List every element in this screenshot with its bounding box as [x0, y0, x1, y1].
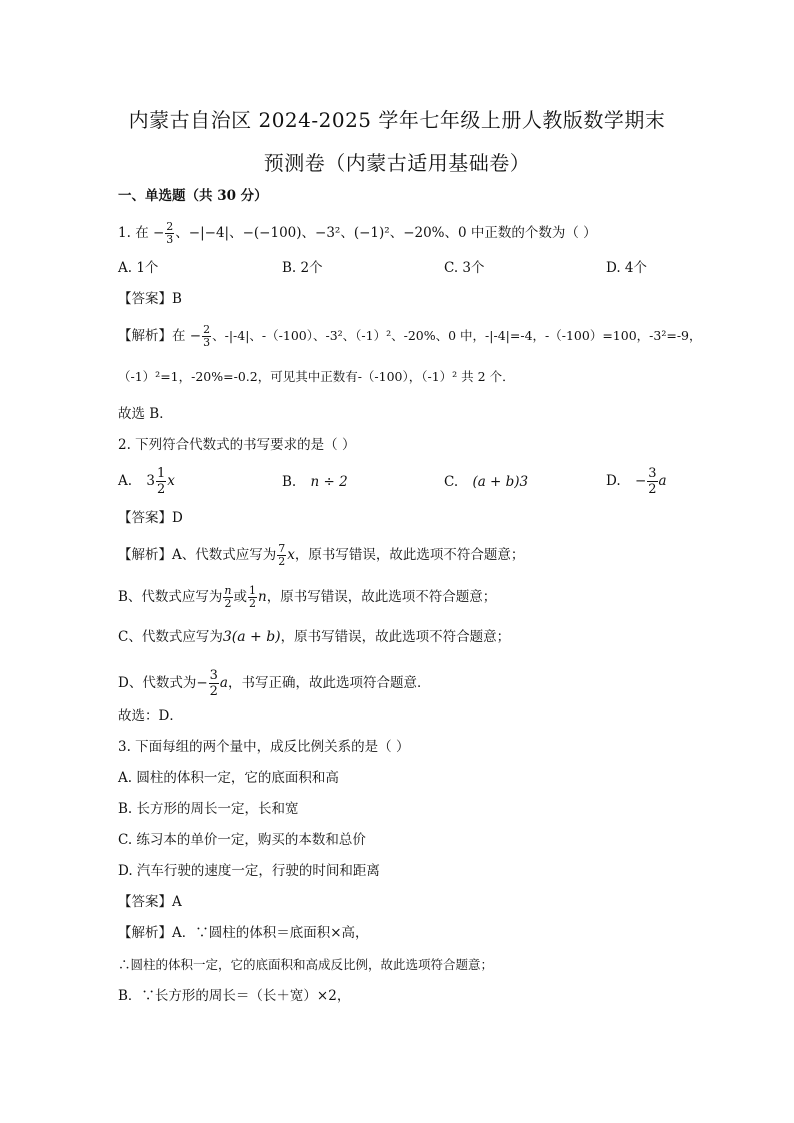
option-d: D. 汽车行驶的速度一定，行驶的时间和距离: [118, 863, 380, 879]
fraction-numerator: 2: [166, 220, 174, 233]
option-a: A. 圆柱的体积一定，它的底面积和高: [118, 770, 339, 786]
analysis-text: 、-|-4|、-（-100）、-3²、（-1）²、-20%、0 中，-|-4|=-4，-（-100）=100，-3²=-9，: [212, 328, 702, 343]
section-heading: 一、单选题（共 30 分）: [118, 188, 268, 204]
fraction-denominator: 3: [203, 336, 211, 349]
fraction-denominator: 2: [224, 597, 232, 610]
analysis-line: B．∵长方形的周长＝（长＋宽）×2，: [118, 988, 351, 1004]
analysis-prefix: 【解析】A、代数式应写为: [118, 547, 277, 563]
option-label: A.: [118, 473, 133, 489]
analysis-prefix: 【解析】在 −: [118, 328, 202, 344]
fraction: [165, 221, 174, 246]
conjunction: 或: [233, 589, 248, 605]
fraction-numerator: 7: [278, 542, 286, 555]
analysis-prefix: B、代数式应写为: [118, 589, 223, 605]
option-a: A. 1个: [118, 260, 159, 276]
option-d: D. 4个: [606, 260, 648, 276]
option-expression: (a + b)3: [472, 474, 529, 490]
page-subtitle: 预测卷（内蒙古适用基础卷）: [263, 151, 531, 175]
fraction-denominator: 2: [209, 684, 218, 699]
analysis-line: [118, 585, 496, 610]
expression: 3(a + b): [222, 629, 281, 645]
analysis-text: ，原书写错误，故此选项不符合题意；: [294, 547, 525, 563]
analysis-prefix: C、代数式应写为: [118, 629, 223, 645]
analysis-line: （-1）²=1，-20%=-0.2，可见其中正数有-（-100），（-1）² 共 2 个．: [118, 369, 515, 384]
option-label: B.: [282, 474, 297, 490]
answer-label: 【答案】A: [118, 894, 182, 910]
analysis-line: 【解析】A．∵圆柱的体积＝底面积×高，: [118, 925, 369, 941]
analysis-line: [118, 627, 510, 647]
option-label: D.: [606, 473, 621, 489]
analysis-text: ，原书写错误，故此选项不符合题意；: [266, 589, 497, 605]
fraction: [223, 585, 232, 610]
option-b: B. 长方形的周长一定，长和宽: [118, 801, 299, 817]
option-d: [606, 466, 667, 497]
fraction: [277, 543, 286, 568]
fraction: [209, 668, 219, 699]
fraction: [202, 324, 211, 349]
option-c: [444, 472, 528, 492]
fraction-numerator: n: [224, 584, 232, 597]
question-text-prefix: 在 −: [135, 225, 165, 241]
variable: n: [258, 589, 267, 605]
question-3: 3. 下面每组的两个量中，成反比例关系的是（ ）: [118, 739, 410, 755]
option-c: C. 3个: [444, 260, 485, 276]
fraction: [156, 466, 166, 497]
minus-sign: −: [634, 473, 647, 489]
fraction-numerator: 1: [249, 584, 257, 597]
variable: x: [167, 473, 175, 489]
variable: a: [219, 675, 228, 691]
analysis-text: ，书写正确，故此选项符合题意．: [227, 675, 431, 691]
variable: x: [287, 547, 295, 563]
analysis-line: [118, 668, 430, 699]
question-2: 2. 下列符合代数式的书写要求的是（ ）: [118, 437, 356, 453]
variable: a: [658, 473, 667, 489]
fraction-numerator: 3: [209, 668, 218, 683]
question-text: 、−|−4|、−(−100)、−3²、(−1)²、−20%、0 中正数的个数为（ ）: [175, 225, 597, 241]
fraction-denominator: 2: [648, 482, 657, 497]
question-1: [118, 221, 597, 246]
analysis-line: ∴圆柱的体积一定，它的底面积和高成反比例，故此选项符合题意；: [118, 957, 494, 972]
fraction-denominator: 2: [156, 482, 166, 497]
fraction-numerator: 2: [203, 323, 211, 336]
option-c: C. 练习本的单价一定，购买的本数和总价: [118, 832, 366, 848]
mixed-number-whole: 3: [146, 473, 155, 489]
conclusion: 故选：D．: [118, 708, 183, 724]
fraction-denominator: 2: [249, 597, 257, 610]
option-a: [118, 466, 175, 497]
fraction-denominator: 3: [166, 233, 174, 246]
analysis-prefix: D、代数式为: [118, 675, 197, 691]
option-expression: n ÷ 2: [310, 474, 348, 490]
fraction: [248, 585, 257, 610]
option-b: [282, 472, 348, 492]
option-b: B. 2个: [282, 260, 323, 276]
analysis-line: [118, 324, 702, 349]
fraction: [647, 466, 657, 497]
analysis-text: ，原书写错误，故此选项不符合题意；: [280, 629, 511, 645]
answer-label: 【答案】B: [118, 291, 182, 307]
analysis-line: [118, 543, 524, 568]
fraction-numerator: 3: [648, 466, 657, 481]
question-number: 1.: [118, 225, 131, 241]
fraction-numerator: 1: [156, 466, 166, 481]
answer-label: 【答案】D: [118, 510, 183, 526]
fraction-denominator: 2: [278, 555, 286, 568]
conclusion: 故选 B．: [118, 406, 173, 422]
page-title: 内蒙古自治区 2024-2025 学年七年级上册人教版数学期末: [128, 108, 666, 132]
option-label: C.: [444, 474, 459, 490]
minus-sign: −: [196, 675, 208, 691]
